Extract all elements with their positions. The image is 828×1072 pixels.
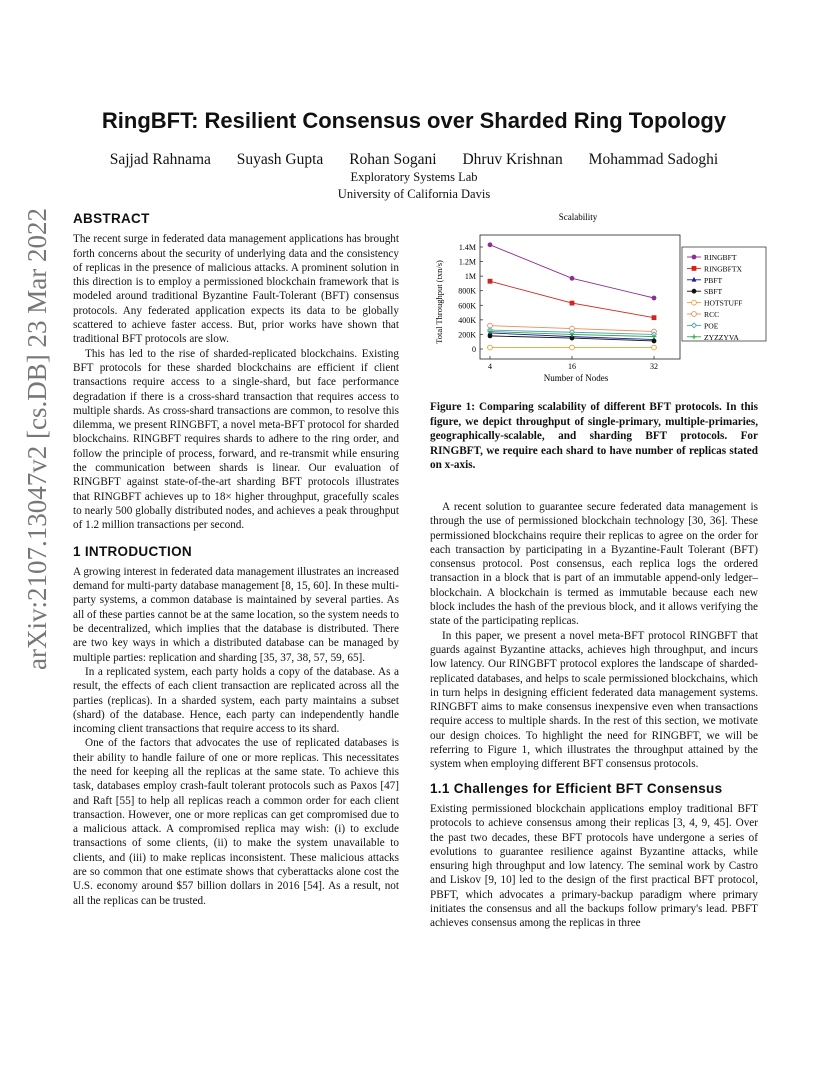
right-column (430, 500, 758, 931)
series-group (488, 345, 657, 350)
legend-marker (692, 289, 697, 294)
left-column (73, 212, 399, 908)
legend-label: RCC (704, 310, 720, 319)
chart-title: Scalability (558, 212, 598, 222)
series-line (490, 245, 654, 298)
legend-marker (692, 300, 697, 305)
legend-label: SBFT (704, 287, 723, 297)
x-tick-label: 16 (568, 362, 576, 371)
affiliation-lab: Exploratory Systems Lab (350, 170, 478, 184)
body-paragraph: In a replicated system, each party holds a copy of the database. As a result, the effects of each client transaction are replicated across all the parties (replicas). In a sharded system, each party maintains a subset (shard) of the database. Hence, each party can independently handle incoming client transactions that require access to its shard. (73, 665, 399, 736)
paper-title: RingBFT: Resilient Consensus over Sharded Ring Topology (101, 108, 727, 133)
legend-marker (692, 312, 697, 317)
body-paragraph: One of the factors that advocates the use of replicated databases is their ability to handle failure of one or more replicas. This necessitates the need for keeping all the replicas at the same state. To achieve this task, databases employ crash-fault tolerant protocols such as Paxos [47] and Raft [55] to help all replicas reach a common order for each client transaction. However, one or more replicas can get compromised due to a malicious attack. A compromised replica may wish: (i) to exclude transactions of some clients, (ii) to make the system unavailable to clients, and (iii) to make replicas inconsistent. These malicious attacks are so common that one estimate shows that cyberattacks alone cost the U.S. economy around $57 billion dollars in 2016 [54]. As a result, not all the replicas can be trusted. (73, 737, 399, 907)
series-group (488, 242, 657, 300)
legend-label: PBFT (704, 275, 723, 285)
y-tick-label: 1.2M (458, 257, 476, 267)
author-name: Suyash Gupta (236, 151, 324, 168)
y-tick-label: 0 (472, 345, 476, 354)
body-paragraph: Existing permissioned blockchain applications employ traditional BFT protocols to achieve consensus among their replicas [3, 4, 9, 45]. Over the past two decades, these BFT protocols have undergone a series of evolutions to guarantee resilience against Byzantine attacks, while ensuring high throughput and low latency. The seminal work by Castro and Liskov [9, 10] led to the design of the first practical BFT protocol, PBFT, which advocates a primary-backup paradigm where primary initiates the consensus and all the backups follow primary's lead. PBFT achieves consensus among the replicas in three (430, 802, 758, 930)
legend-marker (692, 266, 697, 271)
y-tick-label: 400K (458, 315, 476, 325)
legend-label: RINGBFT (704, 253, 737, 262)
data-point (570, 345, 575, 350)
y-tick-label: 200K (458, 330, 476, 340)
figure-caption: Figure 1: Comparing scalability of different BFT protocols. In this figure, we depict throughput of single-primary, multiple-primaries, geographically-scalable, and sharding BFT protocols. For RINGBFT, we require each shard to have number of replicas stated on x-axis. (430, 401, 758, 472)
series-line (490, 281, 654, 317)
series-group (488, 279, 657, 320)
body-paragraph: A recent solution to guarantee secure federated data management is through the use of permissioned blockchain technology [30, 36]. These permissioned blockchains require their replicas to agree on the order for each transaction by participating in a Byzantine-Fault Tolerant (BFT) consensus protocol. Post consensus, each replica logs the ordered transaction in a block that is part of an immutable append-only ledger–blockchain. A blockchain is termed as immutable because each new block includes the hash of the previous block, and it allows verifying the state of the participating replicas. (430, 501, 758, 628)
data-point (488, 279, 493, 284)
x-tick-label: 4 (488, 362, 492, 371)
data-point (652, 345, 657, 350)
body-paragraph: In this paper, we present a novel meta-BFT protocol RINGBFT that guards against Byzantine attacks, achieves high throughput, and incurs low latency. Our RINGBFT protocol explores the landscape of sharded-replicated databases, and helps to scale permissioned blockchains, which in turn helps in designing efficient federated data management systems. RINGBFT aims to make consensus inexpensive even when transactions require access to multiple shards. In the rest of this section, we motivate our design choices. To highlight the need for RINGBFT, we will be referring to Figure 1, which illustrates the throughput attained by the system when employing different BFT consensus protocols. (430, 629, 758, 771)
scalability-chart (430, 207, 770, 387)
legend-marker (692, 255, 697, 260)
y-tick-label: 600K (458, 301, 476, 311)
data-point (570, 301, 575, 306)
abstract-heading: ABSTRACT (73, 211, 150, 226)
author-name: Sajjad Rahnama (109, 151, 211, 168)
data-point (488, 333, 493, 338)
legend-label: HOTSTUFF (704, 298, 743, 308)
legend-label: POE (704, 321, 719, 331)
x-tick-label: 32 (650, 362, 658, 371)
data-point (652, 296, 657, 301)
y-tick-label: 800K (458, 286, 476, 296)
affiliation-university: University of California Davis (337, 187, 491, 201)
data-point (488, 242, 493, 247)
abstract-paragraph: This has led to the rise of sharded-replicated blockchains. Existing BFT protocols for these sharded blockchains are efficient if client transactions require access to a single-shard, but face performance degradation if there is a cross-shard transaction that requires access to multiple shards. As cross-shard transactions are common, to resolve this dilemma, we present RINGBFT, a novel meta-BFT protocol for sharded blockchains. RINGBFT requires shards to adhere to the ring order, and follow the principle of process, forward, and re-transmit while ensuring the communication between shards is linear. Our evaluation of RINGBFT against state-of-the-art sharding BFT protocols illustrates that RINGBFT achieves up to 18× higher throughput, gracefully scales to nearly 500 globally distributed nodes, and achieves a peak throughput of 1.2 million transactions per second. (73, 347, 399, 532)
data-point (488, 345, 493, 350)
legend-label: RINGBFTX (704, 264, 742, 274)
data-point (652, 339, 657, 344)
data-point (652, 315, 657, 320)
subsection-heading: 1.1 Challenges for Efficient BFT Consensus (430, 780, 723, 796)
body-paragraph: A growing interest in federated data management illustrates an increased demand for multi-party database management [8, 15, 60]. In these multi-party systems, a common database is maintained by several parties. As all of these parties cannot be at the same location, so the system needs to be decentralized, which implies that the database is distributed. There are two key ways in which a distributed database can be managed by multiple parties: replication and sharding [35, 37, 38, 57, 59, 65]. (73, 565, 399, 664)
y-tick-label: 1.4M (458, 243, 476, 252)
arxiv-stamp: arXiv:2107.13047v2 [cs.DB] 23 Mar 2022 (22, 208, 52, 670)
author-list (0, 151, 828, 169)
y-tick-label: 1M (464, 272, 476, 282)
data-point (570, 276, 575, 281)
intro-heading: 1 INTRODUCTION (73, 543, 192, 559)
abstract-paragraph: The recent surge in federated data management applications has brought forth concerns about the security of underlying data and the consistency of replicas in the presence of malicious attacks. A prominent solution in this direction is to employ a permissioned blockchain framework that is modeled around traditional Byzantine Fault-Tolerant (BFT) consensus protocols. Any federated application expects its data to be globally scattered to achieve faster access. But, prior works have shown that traditional BFT protocols are slow. (73, 233, 399, 346)
y-axis-label: Total Throughput (txn/s) (434, 260, 444, 344)
author-name: Rohan Sogani (349, 151, 437, 168)
author-name: Mohammad Sadoghi (588, 151, 719, 168)
x-axis-label: Number of Nodes (543, 373, 609, 383)
author-name: Dhruv Krishnan (462, 151, 563, 168)
legend-label: ZYZZYVA (704, 332, 739, 342)
